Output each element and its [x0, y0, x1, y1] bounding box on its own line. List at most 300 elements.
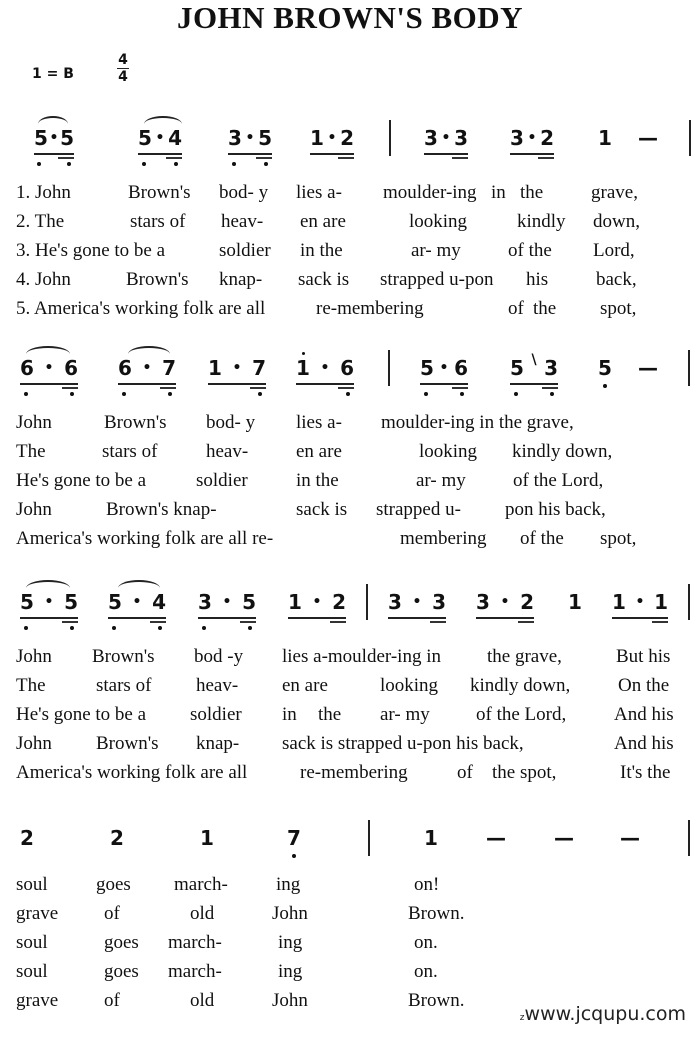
- lyric-verse-2: [0, 899, 700, 928]
- lyrics-block: [0, 178, 700, 323]
- note: 3: [198, 590, 212, 614]
- note-group: [310, 126, 354, 150]
- note-group: [612, 590, 668, 614]
- lyric-verse-5: [0, 294, 700, 323]
- low-octave-dot: [232, 162, 236, 166]
- lyric-word: of: [457, 762, 473, 783]
- dot-separator: •: [142, 360, 152, 376]
- barline: [368, 820, 370, 856]
- low-octave-dot: [424, 392, 428, 396]
- lyric-word: the spot,: [492, 762, 557, 783]
- low-octave-dot: [24, 392, 28, 396]
- lyric-word: soldier: [196, 470, 248, 491]
- note: 5: [60, 126, 74, 150]
- lyric-word: looking: [409, 211, 468, 232]
- note-group: [228, 126, 272, 150]
- lyric-word: soldier: [219, 240, 271, 261]
- lyric-word: 4. John: [16, 269, 71, 290]
- lyric-verse-1: [0, 408, 700, 437]
- lyric-word: heav-: [196, 675, 239, 696]
- lyric-word: of: [508, 298, 524, 319]
- system-3: [0, 572, 700, 787]
- dot-separator: •: [232, 360, 242, 376]
- lyrics-block: [0, 870, 700, 1015]
- breath-mark: \: [531, 352, 537, 368]
- underline: [388, 617, 446, 619]
- note: 1: [654, 590, 668, 614]
- lyric-verse-2: [0, 671, 700, 700]
- note: 4: [168, 126, 182, 150]
- lyric-verse-5: [0, 758, 700, 787]
- lyric-verse-2: [0, 437, 700, 466]
- low-octave-dot: [264, 162, 268, 166]
- note: 2: [20, 826, 34, 850]
- dot-separator: •: [49, 130, 59, 146]
- lyric-word: kindly down,: [512, 441, 613, 462]
- notation-row: [0, 572, 700, 642]
- lyrics-block: [0, 642, 700, 787]
- note: 1: [296, 356, 310, 380]
- dot-separator: •: [500, 594, 510, 610]
- lyric-word: lies a-moulder-ing in: [282, 646, 441, 667]
- lyric-word: membering: [400, 528, 487, 549]
- lyric-word: in the: [300, 240, 343, 261]
- lyric-word: heav-: [221, 211, 264, 232]
- lyric-word: lies a-: [296, 412, 342, 433]
- lyric-word: moulder-ing in the grave,: [381, 412, 574, 433]
- underline: [452, 157, 468, 159]
- note: 5: [510, 356, 524, 380]
- dot-separator: •: [635, 594, 645, 610]
- lyric-verse-1: [0, 642, 700, 671]
- barline: [688, 584, 690, 620]
- note: 3: [424, 126, 438, 150]
- note: 5: [20, 590, 34, 614]
- underline: [338, 157, 354, 159]
- lyric-verse-3: [0, 928, 700, 957]
- low-octave-dot: [603, 384, 607, 388]
- lyric-word: the grave,: [487, 646, 562, 667]
- system-1: [0, 108, 700, 323]
- note-group: [388, 590, 446, 614]
- lyric-word: goes: [104, 932, 139, 953]
- low-octave-dot: [168, 392, 172, 396]
- note: 5: [420, 356, 434, 380]
- underline: [612, 617, 668, 619]
- lyric-word: 5. America's working folk are all: [16, 298, 266, 319]
- hold-dash: —: [554, 826, 574, 850]
- low-octave-dot: [67, 162, 71, 166]
- underline: [34, 153, 74, 155]
- hold-dash: —: [638, 356, 658, 380]
- note: 5: [242, 590, 256, 614]
- note: 3: [544, 356, 558, 380]
- lyric-word: America's working folk are all re-: [16, 528, 274, 549]
- note: 3: [388, 590, 402, 614]
- lyric-word: of the Lord,: [476, 704, 567, 725]
- note: 2: [340, 126, 354, 150]
- barline: [688, 350, 690, 386]
- lyric-word: And his: [614, 704, 674, 725]
- note: 5: [258, 126, 272, 150]
- lyric-word: It's the: [620, 762, 671, 783]
- dot-separator: •: [132, 594, 142, 610]
- song-title: JOHN BROWN'S BODY: [176, 0, 524, 35]
- underline: [240, 621, 256, 623]
- lyric-word: ing: [278, 961, 303, 982]
- dot-separator: •: [320, 360, 330, 376]
- note-group: [420, 356, 468, 380]
- lyric-word: The: [16, 441, 46, 462]
- dot-separator: •: [222, 594, 232, 610]
- lyric-word: John: [272, 990, 308, 1011]
- lyric-word: his: [526, 269, 549, 290]
- underline: [652, 621, 668, 623]
- watermark-text: www.jcqupu.com: [524, 1003, 686, 1025]
- note: 5: [108, 590, 122, 614]
- lyric-word: en are: [282, 675, 328, 696]
- time-signature-top: 4: [118, 52, 128, 68]
- low-octave-dot: [24, 626, 28, 630]
- note-group: [424, 126, 468, 150]
- underline: [542, 387, 558, 389]
- low-octave-dot: [514, 392, 518, 396]
- low-octave-dot: [122, 392, 126, 396]
- low-octave-dot: [346, 392, 350, 396]
- underline: [20, 617, 78, 619]
- note: [287, 826, 301, 850]
- underline: [58, 157, 74, 159]
- lyric-word: goes: [104, 961, 139, 982]
- low-octave-dot: [112, 626, 116, 630]
- underline: [138, 153, 182, 155]
- lyric-word: bod- y: [219, 182, 269, 203]
- note: 1: [208, 356, 222, 380]
- lyric-word: grave: [16, 903, 59, 924]
- lyric-word: en are: [300, 211, 346, 232]
- low-octave-dot: [202, 626, 206, 630]
- note: 7: [252, 356, 266, 380]
- lyric-word: John: [16, 412, 52, 433]
- underline: [296, 383, 354, 385]
- note-group: [138, 126, 182, 150]
- dot-separator: •: [245, 130, 255, 146]
- lyric-word: On the: [618, 675, 670, 696]
- note-group: [34, 126, 74, 150]
- lyric-word: sack is: [296, 499, 348, 520]
- note: 2: [540, 126, 554, 150]
- lyric-word: march-: [174, 874, 228, 895]
- underline: [476, 617, 534, 619]
- final-barline: [688, 820, 690, 856]
- note: 1: [200, 826, 214, 850]
- lyric-word: the: [533, 298, 557, 319]
- lyric-word: of: [104, 903, 120, 924]
- note: 7: [162, 356, 176, 380]
- low-octave-dot: [550, 392, 554, 396]
- lyric-word: Brown's: [96, 733, 159, 754]
- underline: [452, 387, 468, 389]
- lyric-word: soul: [16, 961, 48, 982]
- time-signature: [116, 52, 130, 85]
- underline: [310, 153, 354, 155]
- note-group: [510, 126, 554, 150]
- lyric-word: of: [104, 990, 120, 1011]
- lyric-word: 3. He's gone to be a: [16, 240, 166, 261]
- dot-separator: •: [439, 360, 449, 376]
- lyric-word: Brown's: [104, 412, 167, 433]
- note: 3: [228, 126, 242, 150]
- lyric-word: pon his back,: [505, 499, 606, 520]
- lyric-verse-3: [0, 700, 700, 729]
- note: 6: [340, 356, 354, 380]
- watermark: [520, 1003, 686, 1025]
- lyric-word: ing: [276, 874, 301, 895]
- lyric-word: on!: [414, 874, 440, 895]
- lyric-word: Brown.: [408, 990, 465, 1011]
- lyric-word: the: [520, 182, 544, 203]
- note: 1: [568, 590, 582, 614]
- lyric-word: in the: [296, 470, 339, 491]
- lyric-verse-3: [0, 236, 700, 265]
- note-digit: 7: [287, 826, 301, 850]
- lyric-word: And his: [614, 733, 674, 754]
- watermark-prefix: z: [519, 1013, 525, 1023]
- lyric-word: looking: [419, 441, 478, 462]
- lyric-word: But his: [616, 646, 671, 667]
- low-octave-dot: [70, 392, 74, 396]
- note: 1: [612, 590, 626, 614]
- lyric-word: of the Lord,: [513, 470, 604, 491]
- lyric-word: march-: [168, 961, 222, 982]
- underline: [62, 387, 78, 389]
- lyric-word: 1. John: [16, 182, 71, 203]
- underline: [430, 621, 446, 623]
- lyric-word: in: [282, 704, 297, 725]
- lyric-word: Brown.: [408, 903, 465, 924]
- low-octave-dot: [70, 626, 74, 630]
- underline: [228, 153, 272, 155]
- underline: [20, 383, 78, 385]
- note: 3: [510, 126, 524, 150]
- lyric-word: heav-: [206, 441, 249, 462]
- lyric-word: America's working folk are all: [16, 762, 248, 783]
- lyric-word: goes: [96, 874, 131, 895]
- underline: [510, 153, 554, 155]
- note: 2: [520, 590, 534, 614]
- note-digit: 5: [598, 356, 612, 380]
- lyric-word: moulder-ing: [383, 182, 477, 203]
- lyric-word: John: [16, 499, 52, 520]
- note: 1: [424, 826, 438, 850]
- lyric-word: soul: [16, 932, 48, 953]
- lyric-word: sack is: [298, 269, 350, 290]
- lyric-word: knap-: [196, 733, 240, 754]
- underline: [518, 621, 534, 623]
- hold-dash: —: [620, 826, 640, 850]
- lyric-word: John: [272, 903, 308, 924]
- lyric-word: ar- my: [380, 704, 430, 725]
- barline: [689, 120, 691, 156]
- lyric-word: Brown's: [128, 182, 191, 203]
- lyric-word: stars of: [130, 211, 186, 232]
- dot-separator: •: [44, 594, 54, 610]
- note: 6: [118, 356, 132, 380]
- note: 6: [454, 356, 468, 380]
- lyric-word: grave,: [591, 182, 638, 203]
- underline: [330, 621, 346, 623]
- lyric-word: spot,: [600, 528, 637, 549]
- underline: [338, 387, 354, 389]
- underline: [256, 157, 272, 159]
- note-group: [20, 590, 78, 614]
- underline: [208, 383, 266, 385]
- lyric-verse-4: [0, 729, 700, 758]
- underline: [538, 157, 554, 159]
- low-octave-dot: [158, 626, 162, 630]
- dot-separator: •: [155, 130, 165, 146]
- lyric-word: re-membering: [316, 298, 424, 319]
- underline: [160, 387, 176, 389]
- lyric-word: old: [190, 990, 215, 1011]
- note: [598, 356, 612, 380]
- note-group: [476, 590, 534, 614]
- underline: [62, 621, 78, 623]
- lyric-word: 2. The: [16, 211, 65, 232]
- lyric-word: He's gone to be a: [16, 470, 147, 491]
- lyric-word: on.: [414, 932, 438, 953]
- notation-row: [0, 808, 700, 870]
- note: 1: [288, 590, 302, 614]
- lyric-word: soul: [16, 874, 48, 895]
- underline: [198, 617, 256, 619]
- note: 2: [110, 826, 124, 850]
- underline: [150, 621, 166, 623]
- lyric-word: bod -y: [194, 646, 244, 667]
- lyric-word: The: [16, 675, 46, 696]
- lyric-word: of the: [520, 528, 564, 549]
- note: 5: [64, 590, 78, 614]
- underline: [250, 387, 266, 389]
- lyric-word: knap-: [219, 269, 263, 290]
- lyric-verse-1: [0, 870, 700, 899]
- lyric-word: march-: [168, 932, 222, 953]
- underline: [166, 157, 182, 159]
- note: 5: [138, 126, 152, 150]
- lyric-word: looking: [380, 675, 439, 696]
- high-octave-dot: [302, 352, 305, 355]
- time-signature-bottom: 4: [118, 69, 128, 85]
- note: 3: [454, 126, 468, 150]
- note: 3: [432, 590, 446, 614]
- note: 6: [64, 356, 78, 380]
- lyrics-block: [0, 408, 700, 553]
- lyric-verse-5: [0, 524, 700, 553]
- lyric-word: ing: [278, 932, 303, 953]
- lyric-verse-4: [0, 495, 700, 524]
- lyric-word: bod- y: [206, 412, 256, 433]
- lyric-verse-1: [0, 178, 700, 207]
- note-group: [20, 356, 78, 380]
- lyric-word: down,: [593, 211, 640, 232]
- system-4: [0, 808, 700, 1015]
- low-octave-dot: [248, 626, 252, 630]
- low-octave-dot: [460, 392, 464, 396]
- underline: [288, 617, 346, 619]
- lyric-verse-2: [0, 207, 700, 236]
- note-group: [296, 356, 354, 380]
- low-octave-dot: [292, 854, 296, 858]
- note-group: [208, 356, 266, 380]
- lyric-word: ar- my: [411, 240, 461, 261]
- lyric-word: Brown's: [92, 646, 155, 667]
- low-octave-dot: [37, 162, 41, 166]
- note-group: [288, 590, 346, 614]
- low-octave-dot: [174, 162, 178, 166]
- note-group: [118, 356, 176, 380]
- note: 2: [332, 590, 346, 614]
- lyric-verse-3: [0, 466, 700, 495]
- lyric-word: strapped u-pon: [380, 269, 494, 290]
- dot-separator: •: [327, 130, 337, 146]
- note: 1: [310, 126, 324, 150]
- underline: [424, 153, 468, 155]
- dot-separator: •: [441, 130, 451, 146]
- lyric-word: Brown's: [126, 269, 189, 290]
- lyric-word: grave: [16, 990, 59, 1011]
- note-group: [198, 590, 256, 614]
- lyric-word: spot,: [600, 298, 637, 319]
- dot-separator: •: [312, 594, 322, 610]
- lyric-word: on.: [414, 961, 438, 982]
- barline: [389, 120, 391, 156]
- lyric-word: en are: [296, 441, 342, 462]
- underline: [118, 383, 176, 385]
- barline: [388, 350, 390, 386]
- note-group: [108, 590, 166, 614]
- note: 6: [20, 356, 34, 380]
- key-signature: 1 = B: [32, 66, 74, 82]
- lyric-word: old: [190, 903, 215, 924]
- lyric-word: Lord,: [593, 240, 635, 261]
- note-group: [510, 352, 558, 380]
- lyric-word: kindly down,: [470, 675, 571, 696]
- hold-dash: —: [486, 826, 506, 850]
- lyric-word: soldier: [190, 704, 242, 725]
- low-octave-dot: [142, 162, 146, 166]
- note: 3: [476, 590, 490, 614]
- underline: [510, 383, 558, 385]
- lyric-word: back,: [596, 269, 637, 290]
- lyric-verse-4: [0, 957, 700, 986]
- lyric-word: re-membering: [300, 762, 408, 783]
- underline: [420, 383, 468, 385]
- notation-row: [0, 338, 700, 408]
- dot-separator: •: [412, 594, 422, 610]
- barline: [366, 584, 368, 620]
- note: 4: [152, 590, 166, 614]
- lyric-word: kindly: [517, 211, 566, 232]
- lyric-word: ar- my: [416, 470, 466, 491]
- lyric-word: the: [318, 704, 342, 725]
- lyric-word: John: [16, 733, 52, 754]
- lyric-word: He's gone to be a: [16, 704, 147, 725]
- lyric-word: Brown's knap-: [106, 499, 217, 520]
- lyric-word: John: [16, 646, 52, 667]
- lyric-word: of the: [508, 240, 552, 261]
- dot-separator: •: [44, 360, 54, 376]
- note: 1: [598, 126, 612, 150]
